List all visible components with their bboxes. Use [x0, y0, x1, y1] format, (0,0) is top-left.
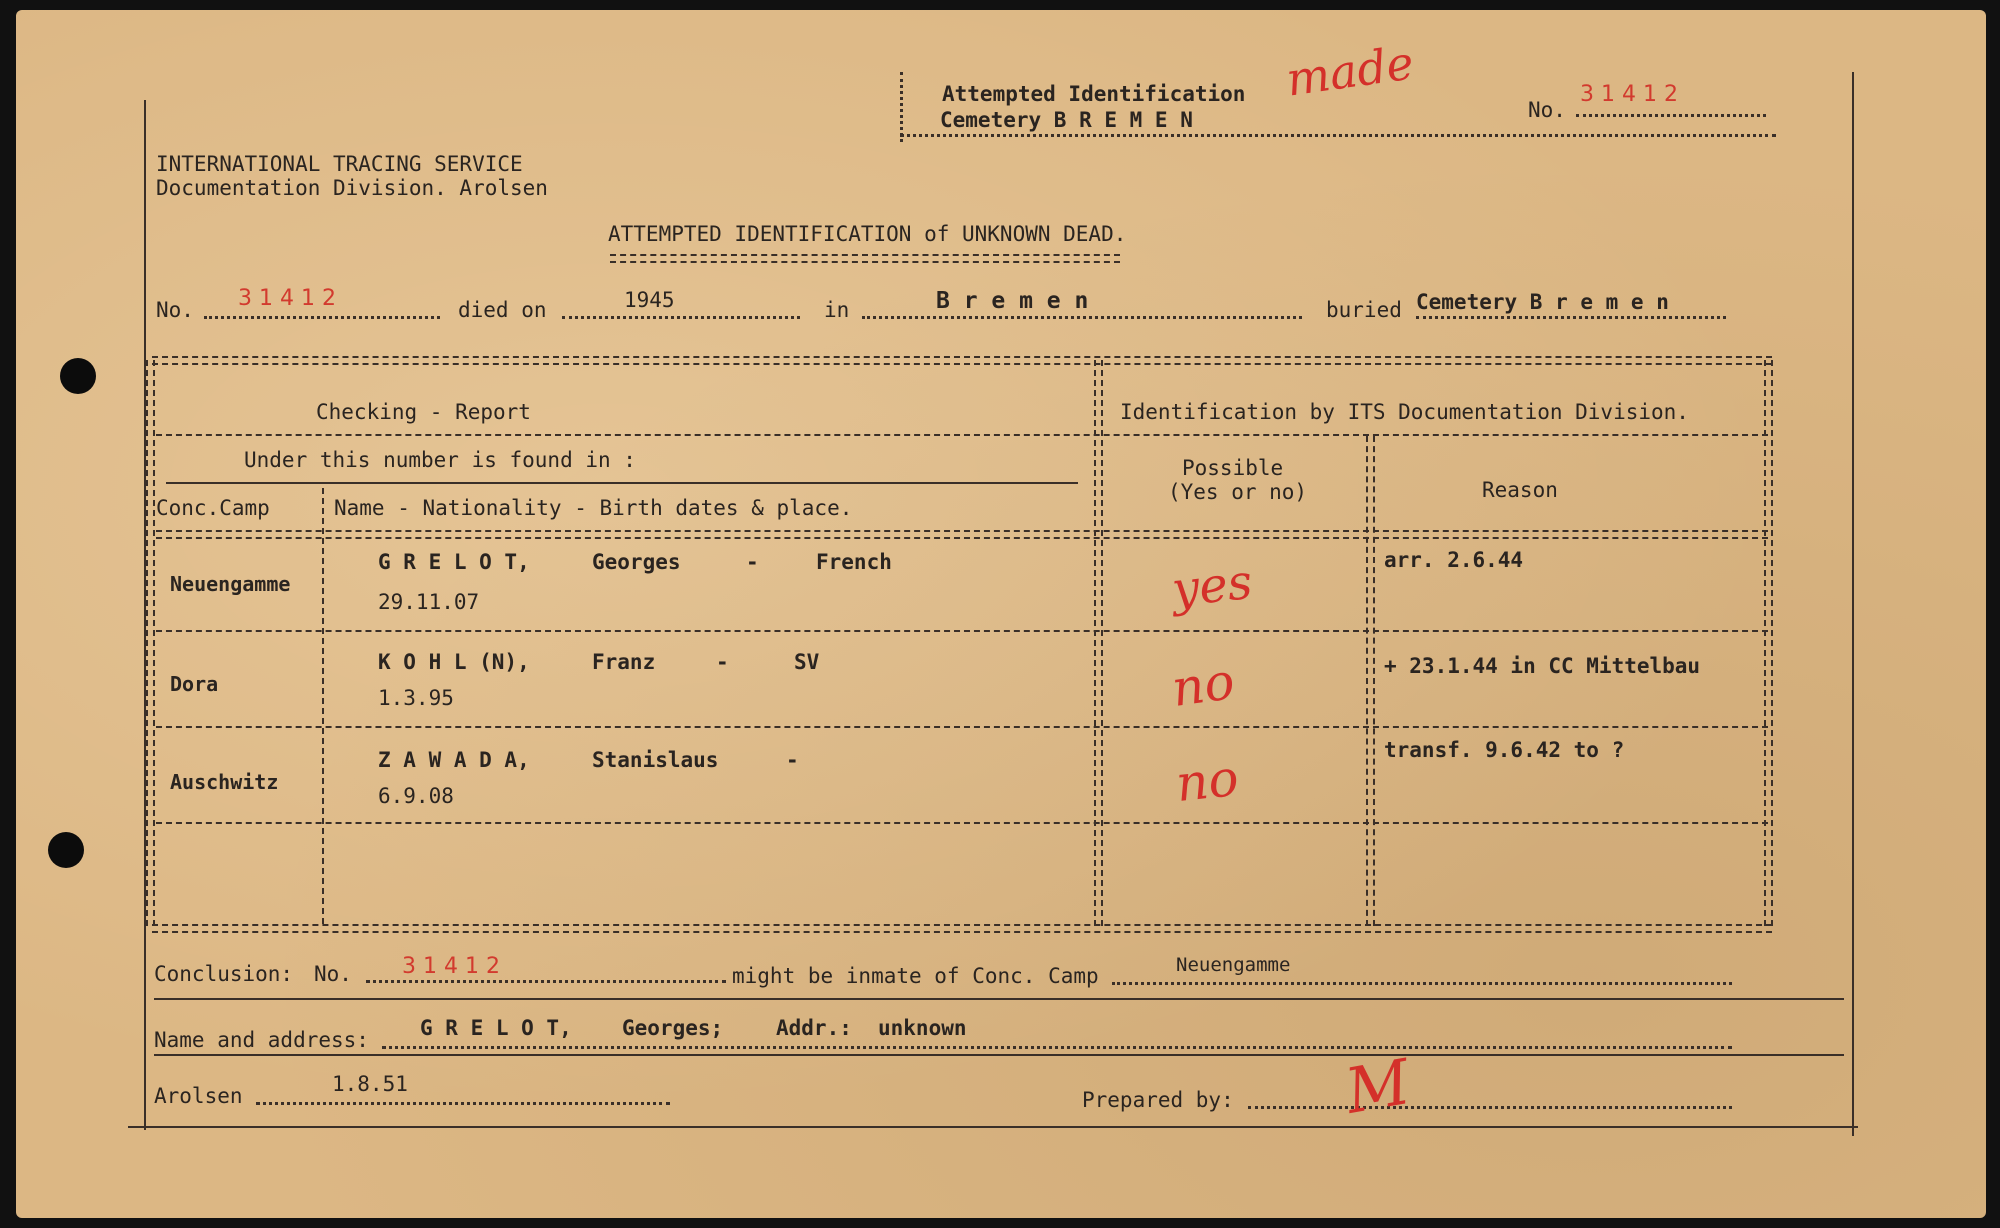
stamp-bracket	[900, 72, 903, 142]
conclusion-no-value: 3 1 4 1 2	[402, 954, 500, 979]
title-underline	[610, 254, 1120, 263]
died-on-label: died on	[458, 298, 547, 322]
conclusion-label: Conclusion:	[154, 962, 294, 986]
stamp-handwritten-note: made	[1282, 35, 1417, 107]
table-header-rule	[156, 434, 1768, 436]
header-no-value: 3 1 4 1 2	[1580, 82, 1678, 107]
record-no-dots	[204, 316, 440, 319]
died-on-value: 1945	[624, 288, 675, 312]
conclusion-might-label: might be inmate of Conc. Camp	[732, 964, 1099, 988]
conclusion-rule	[154, 998, 1844, 1000]
footer-date-dots	[256, 1102, 670, 1105]
row-3-reason: transf. 9.6.42 to ?	[1384, 738, 1625, 762]
footer-place: Arolsen	[154, 1084, 243, 1108]
row-rule-2	[156, 726, 1768, 728]
name-column-header: Name - Nationality - Birth dates & place.	[334, 496, 853, 520]
row-2-nationality: SV	[794, 650, 820, 674]
stamp-line-2: Cemetery B R E M E N	[940, 108, 1193, 132]
reason-column-header: Reason	[1482, 478, 1558, 502]
stamp-line-1: Attempted Identification	[942, 82, 1246, 106]
conclusion-no-dots	[366, 980, 726, 983]
table-right-border	[1764, 360, 1773, 926]
row-1-possible: yes	[1169, 553, 1255, 619]
punch-hole-top	[60, 358, 96, 394]
row-2-possible: no	[1168, 651, 1239, 719]
row-2-camp: Dora	[170, 672, 219, 696]
row-1-camp: Neuengamme	[170, 572, 291, 596]
row-1-first-name: Georges	[592, 550, 681, 574]
died-on-dots	[562, 316, 800, 319]
table-left-border	[146, 360, 155, 926]
prepared-by-label: Prepared by:	[1082, 1088, 1234, 1112]
in-dots	[862, 316, 1302, 319]
address-value: unknown	[878, 1016, 967, 1040]
row-1-surname: G R E L O T,	[378, 550, 530, 574]
row-rule-1	[156, 630, 1768, 632]
row-3-camp: Auschwitz	[170, 770, 279, 794]
table-reason-divider	[1366, 436, 1375, 926]
name-address-first-name: Georges;	[622, 1016, 724, 1040]
row-3-dash: -	[786, 748, 799, 772]
row-2-dash: -	[716, 650, 729, 674]
row-2-birth: 1.3.95	[378, 686, 454, 710]
row-2-reason: + 23.1.44 in CC Mittelbau	[1384, 654, 1701, 678]
prepared-by-initials: M	[1340, 1045, 1416, 1128]
prepared-by-dots	[1248, 1106, 1732, 1109]
header-no-label: No.	[1528, 98, 1566, 122]
record-no-label: No.	[156, 298, 194, 322]
name-address-rule	[154, 1054, 1844, 1056]
camp-column-header: Conc.Camp	[156, 496, 270, 520]
possible-column-header: Possible	[1182, 456, 1284, 480]
document-title: ATTEMPTED IDENTIFICATION of UNKNOWN DEAD.	[608, 222, 1127, 246]
org-line-1: INTERNATIONAL TRACING SERVICE	[156, 152, 523, 176]
buried-value: Cemetery B r e m e n	[1416, 290, 1669, 314]
table-center-divider	[1094, 360, 1103, 926]
in-label: in	[824, 298, 850, 322]
row-2-surname: K O H L (N),	[378, 650, 530, 674]
footer-date: 1.8.51	[332, 1072, 408, 1096]
bottom-border	[128, 1126, 1858, 1128]
possible-column-subheader: (Yes or no)	[1168, 480, 1308, 504]
table-top-border	[152, 356, 1772, 365]
checking-report-header: Checking - Report	[316, 400, 531, 424]
conclusion-camp-dots	[1112, 982, 1732, 985]
row-1-dash: -	[746, 550, 759, 574]
row-3-possible: no	[1173, 748, 1242, 814]
found-in-header: Under this number is found in :	[244, 448, 636, 472]
record-no-value: 3 1 4 1 2	[238, 286, 336, 311]
row-2-first-name: Franz	[592, 650, 656, 674]
punch-hole-bottom	[48, 832, 84, 868]
address-label: Addr.:	[776, 1016, 852, 1040]
header-no-dots	[1576, 114, 1766, 117]
in-value: B r e m e n	[936, 288, 1089, 314]
columns-rule	[156, 530, 1768, 539]
row-1-nationality: French	[816, 550, 892, 574]
right-border	[1852, 72, 1854, 1136]
buried-label: buried	[1326, 298, 1402, 322]
conclusion-camp-value: Neuengamme	[1176, 954, 1291, 976]
table-bottom-border	[152, 924, 1772, 933]
row-rule-3	[156, 822, 1768, 824]
row-3-surname: Z A W A D A,	[378, 748, 530, 772]
name-address-dots	[382, 1046, 1732, 1049]
buried-dots	[1416, 316, 1726, 319]
org-line-2: Documentation Division. Arolsen	[156, 176, 548, 200]
row-3-first-name: Stanislaus	[592, 748, 719, 772]
identification-header: Identification by ITS Documentation Division.	[1120, 400, 1689, 424]
row-3-birth: 6.9.08	[378, 784, 454, 808]
found-in-rule	[166, 482, 1078, 484]
table-camp-divider	[322, 488, 324, 924]
index-card	[16, 10, 1986, 1218]
name-address-label: Name and address:	[154, 1028, 369, 1052]
row-1-birth: 29.11.07	[378, 590, 480, 614]
name-address-surname: G R E L O T,	[420, 1016, 572, 1040]
stamp-underline	[900, 134, 1776, 137]
row-1-reason: arr. 2.6.44	[1384, 548, 1524, 572]
conclusion-no-label: No.	[314, 962, 352, 986]
